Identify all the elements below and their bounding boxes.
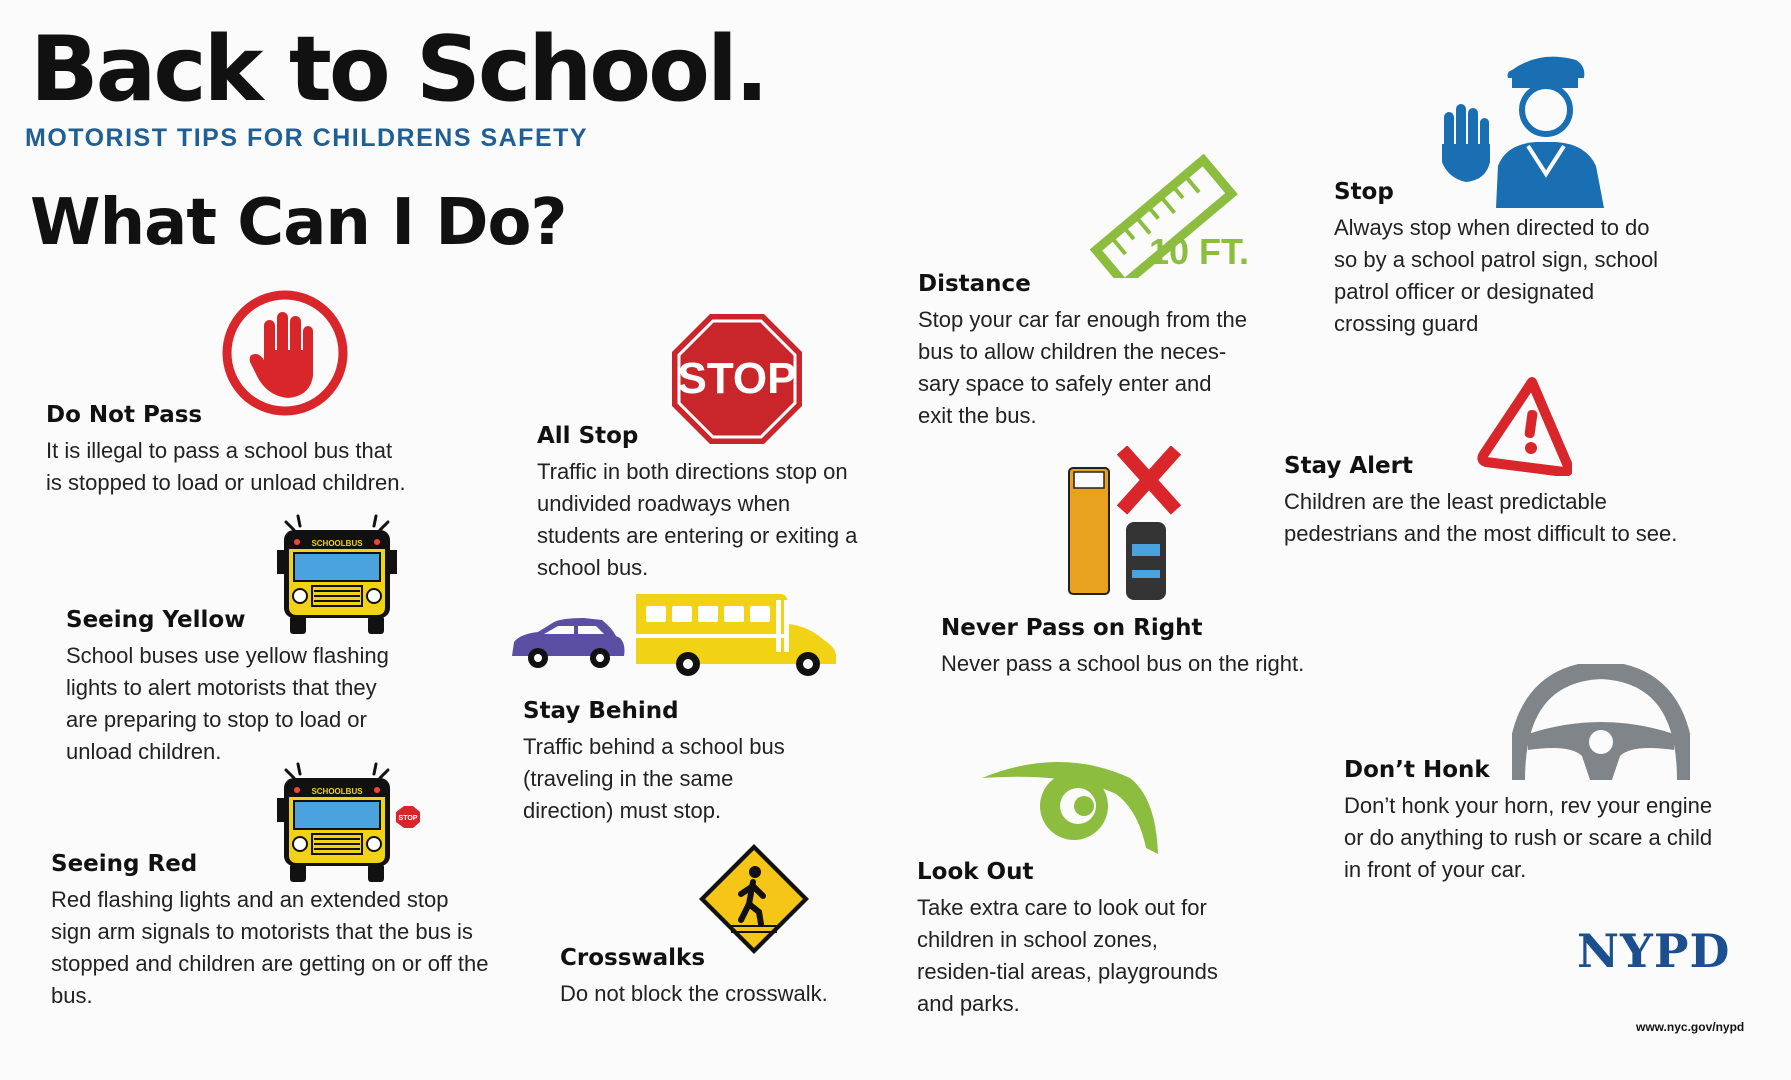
tip-body: Never pass a school bus on the right. [941,651,1305,676]
car-behind-bus-icon [508,590,838,680]
tip-body: Children are the least predictable pedestrians and the most difficult to see. [1284,489,1678,546]
tip-dont-honk [1344,756,1714,886]
tip-title: Don’t Honk [1344,757,1490,783]
tip-body: School buses use yellow flashing lights to alert motorists that they are preparing to stop to load or unload children. [66,643,389,764]
tip-body: Take extra care to look out for children in school zones, residen-tial areas, playgrounds and parks. [917,895,1218,1016]
nypd-logo: NYPD [1577,924,1731,978]
tip-title: Stay Behind [523,698,679,724]
tip-stay-behind [523,697,823,827]
hand-stop-icon [220,288,350,418]
tip-body: Stop your car far enough from the bus to allow children the neces-sary space to safely enter and exit the bus. [918,307,1247,428]
tip-title: Stay Alert [1284,453,1413,479]
tip-distance [918,270,1250,432]
tip-body: Red flashing lights and an extended stop sign arm signals to motorists that the bus is stopped and children are getting on or off the bus. [51,887,489,1008]
no-passing-right-icon [1064,446,1194,606]
tip-body: It is illegal to pass a school bus that is stopped to load or unload children. [46,438,406,495]
stop-sign-label: STOP [677,354,797,403]
tip-look-out [917,858,1237,1020]
page-subtitle: MOTORIST TIPS FOR CHILDRENS SAFETY [25,124,589,152]
tip-body: Do not block the crosswalk. [560,981,828,1006]
tip-never-pass-right [941,614,1341,680]
footer-url: www.nyc.gov/nypd [1636,1020,1745,1034]
eye-icon [980,756,1166,860]
tip-title: All Stop [537,423,639,449]
tip-title: Look Out [917,859,1034,885]
tip-crosswalks [560,944,880,1010]
stop-arm-label: STOP [398,815,418,822]
page-title: Back to School. [30,17,766,122]
tip-title: Do Not Pass [46,402,203,428]
tip-stay-alert [1284,452,1694,550]
bus-label: SCHOOLBUS [311,539,363,548]
tip-title: Stop [1334,179,1394,205]
distance-label: 10 FT. [1148,231,1249,272]
tip-title: Seeing Yellow [66,607,246,633]
tip-body: Don’t honk your horn, rev your engine or do anything to rush or scare a child in front of your car. [1344,793,1713,882]
tip-do-not-pass [46,401,406,499]
tip-body: Traffic in both directions stop on undivided roadways when students are entering or exiting a school bus. [537,459,858,580]
tip-all-stop [537,422,877,584]
section-heading: What Can I Do? [30,186,567,260]
bus-label: SCHOOLBUS [311,787,363,796]
tip-title: Crosswalks [560,945,706,971]
tip-seeing-yellow [66,606,406,768]
tip-seeing-red [51,850,491,1012]
tip-stop [1334,178,1674,340]
tip-body: Always stop when directed to do so by a school patrol sign, school patrol officer or designated crossing guard [1334,215,1659,336]
tip-body: Traffic behind a school bus (traveling in the same direction) must stop. [523,734,785,823]
pedestrian-crossing-icon [697,842,811,956]
tip-title: Seeing Red [51,851,198,877]
tip-title: Distance [918,271,1031,297]
ruler-icon [1044,142,1254,278]
tip-title: Never Pass on Right [941,615,1203,641]
